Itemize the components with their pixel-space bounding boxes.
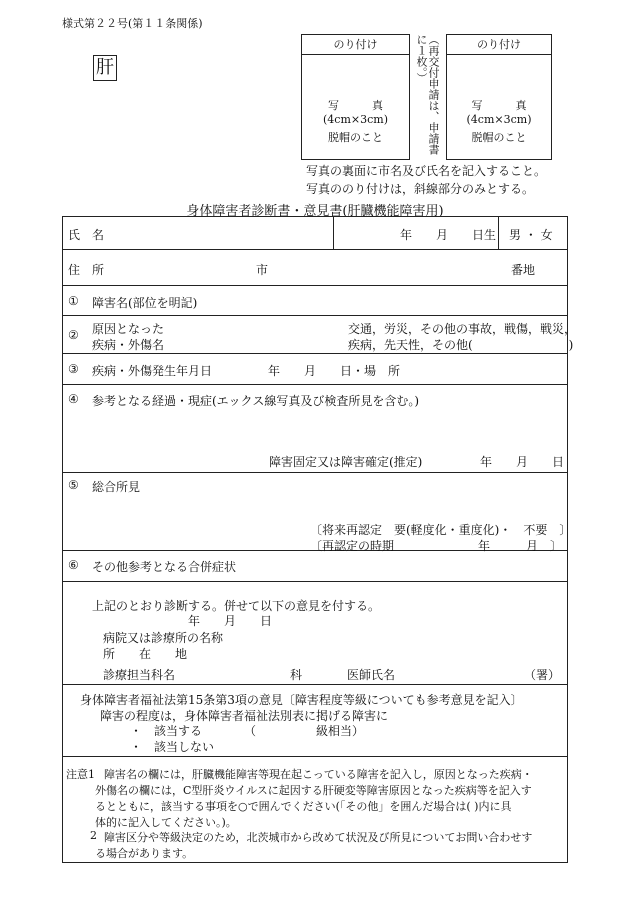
hospital-name-label: 病院又は診療所の名称 (103, 631, 224, 645)
note-1-line-2: 外傷名の欄には，C型肝炎ウイルスに起因する肝硬変等障害原因となった疾病等を記入す (95, 784, 532, 797)
photo-text: 写 真 (471, 99, 527, 112)
opinion-applicable: ・ 該当する （ 級相当） (130, 724, 365, 738)
doctor-name-label: 医師氏名 (347, 668, 396, 682)
photo-size: (4cm×3cm) (466, 113, 532, 126)
note-2-label: 2 (90, 829, 97, 842)
note-2-line-2: る場合があります。 (95, 847, 194, 860)
note-2-line-1: 障害区分や等級決定のため，北茨城市から改めて状況及び所見についてお問い合わせす (104, 831, 533, 844)
glue-label: のり付け (302, 35, 409, 55)
overall-findings-label: 総合所見 (92, 480, 141, 494)
note-1-line-1: 障害名の欄には，肝臓機能障害等現在起こっている障害を記入し，原因となった疾病・ (104, 768, 533, 781)
glue-label: のり付け (447, 35, 551, 55)
gender-options: 男 ・ 女 (509, 228, 553, 242)
disability-name-label: 障害名(部位を明記) (92, 296, 198, 310)
note-1-line-4: 体的に記入してください。)。 (95, 816, 237, 829)
fixed-date: 年 月 日 (480, 455, 565, 469)
photo-box-right (446, 34, 552, 160)
photo-size: (4cm×3cm) (323, 113, 388, 126)
certification-date: 年 月 日 (188, 614, 273, 628)
signature-mark: （署） (524, 668, 561, 682)
city-label: 市 (256, 263, 269, 277)
form-title: 身体障害者診断書・意見書(肝臓機能障害用) (186, 204, 444, 219)
banchi-label: 番地 (511, 263, 536, 277)
row-number-3: ③ (68, 362, 79, 376)
name-label: 氏 名 (68, 228, 105, 242)
form-number: 様式第２２号(第１１条関係) (62, 17, 203, 30)
recertification-timing: 〔再認定の時期 年 月 〕 (310, 539, 563, 553)
complications-label: その他参考となる合併症状 (92, 560, 237, 574)
opinion-not-applicable: ・ 該当しない (130, 740, 215, 754)
address-label: 住 所 (68, 263, 105, 277)
department-label: 診療担当科名 (103, 668, 176, 682)
opinion-line: 障害の程度は，身体障害者福祉法別表に掲げる障害に (100, 709, 389, 723)
photo-note-1: 写真の裏面に市名及び氏名を記入すること。 (306, 164, 547, 178)
recertification-need: 〔将来再認定 要(軽度化・重度化)・ 不要 〕 (310, 523, 572, 537)
note-1-label: 注意1 (66, 768, 95, 781)
history-label: 参考となる経過・現症(エックス線写真及び検査所見を含む。) (92, 394, 420, 408)
department-suffix: 科 (290, 668, 303, 682)
cause-label-1: 原因となった (92, 322, 165, 336)
reissue-note: （再交付申請は、申請書に１枚。） (415, 34, 440, 155)
birth-date-label: 年 月 日生 (400, 228, 497, 242)
cause-options-2: 疾病，先天性，その他( ) (348, 338, 574, 352)
photo-hat: 脱帽のこと (328, 131, 383, 144)
photo-hat: 脱帽のこと (471, 131, 527, 144)
note-1-line-3: るとともに，該当する事項を○で囲んでください(「その他」を囲んだ場合は( )内に具 (95, 800, 512, 813)
cause-label-2: 疾病・外傷名 (92, 338, 165, 352)
row-number-6: ⑥ (68, 558, 79, 572)
row-number-4: ④ (68, 392, 79, 406)
liver-stamp: 肝 (93, 55, 117, 81)
row-number-5: ⑤ (68, 478, 79, 492)
photo-box-left (301, 34, 410, 160)
photo-note-2: 写真ののり付けは，斜線部分のみとする。 (306, 182, 535, 196)
photo-text: 写 真 (328, 99, 383, 112)
row-number-2: ② (68, 328, 79, 342)
cause-options-1: 交通，労災，その他の事故，戦傷，戦災， (348, 322, 577, 336)
opinion-title: 身体障害者福祉法第15条第3項の意見〔障害程度等級についても参考意見を記入〕 (80, 693, 523, 707)
fixed-date-label: 障害固定又は障害確定(推定) (269, 455, 423, 469)
onset-date-label: 疾病・外傷発生年月日 (92, 364, 213, 378)
row-number-1: ① (68, 294, 79, 308)
certification-statement: 上記のとおり診断する。併せて以下の意見を付する。 (92, 599, 381, 613)
hospital-address-label: 所 在 地 (103, 647, 188, 661)
onset-date-place: 年 月 日・場 所 (268, 364, 401, 378)
